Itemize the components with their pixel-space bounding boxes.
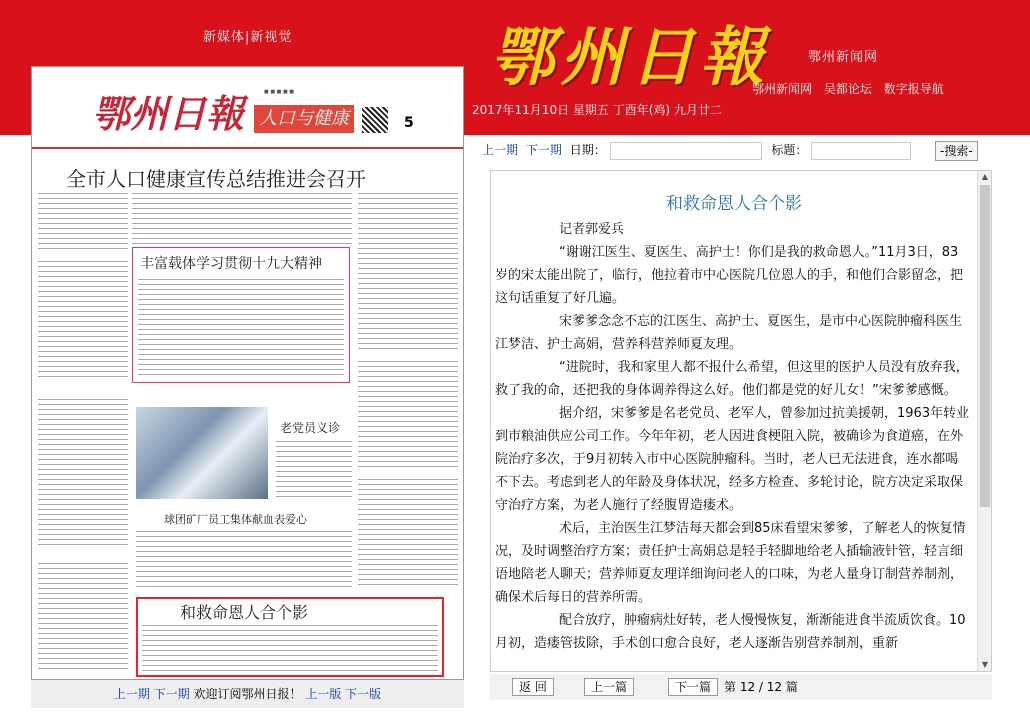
footer-prev-page[interactable]: 上一版 <box>305 687 342 701</box>
article-page-info: 第 12 / 12 篇 <box>724 680 798 694</box>
article-paragraph: 宋爹爹念念不忘的江医生、高护士、夏医生，是市中心医院肿瘤科医生江梦洁、护士高娟，营养科营养师夏友理。 <box>495 314 963 352</box>
issue-date: 2017年11月10日 星期五 丁酉年(鸡) 九月廿二 <box>472 103 722 117</box>
title-label: 标题： <box>771 143 808 157</box>
newspaper-smalltext: ■ ■ ■ ■ ■ <box>264 89 294 95</box>
column-text <box>138 277 344 377</box>
headline-blood: 球团矿厂员工集体献血表爱心 <box>164 513 307 526</box>
article-paragraph: 据介绍，宋爹爹是名老党员、老军人，曾参加过抗美援朝，1963年转业到市粮油供应公司工作。今年年初，老人因进食梗阻入院，被确诊为食道癌，在外院治疗多次，于9月初转入市中心医院肿瘤科。当时，老人已无法进食，连水都喝不下去。考虑到老人的年龄及身体状况，经多方检查、多轮讨论，院方决定采取保守治疗方案，为老人施行了经腹胃造瘘术。 <box>495 406 970 513</box>
newspaper-section-name: 人口与健康 <box>254 105 354 133</box>
column-text <box>136 529 352 591</box>
link-digital-nav[interactable]: 数字报导航 <box>883 82 944 96</box>
link-forum[interactable]: 吴都论坛 <box>823 82 872 96</box>
next-article-button[interactable]: 下一篇 <box>668 678 718 696</box>
header-tagline: 新媒体|新视觉 <box>203 30 293 45</box>
headline-veteran: 老党员义诊 <box>280 421 341 435</box>
newspaper-page-number: 5 <box>404 115 414 131</box>
article-nav-bar <box>490 674 992 700</box>
scroll-thumb[interactable] <box>980 185 990 507</box>
column-text <box>358 191 458 351</box>
newspaper-head <box>32 67 464 149</box>
left-footer-nav <box>31 680 464 708</box>
qr-code-icon <box>362 107 388 133</box>
article-paragraph: 配合放疗，肿瘤病灶好转，老人慢慢恢复，渐渐能进食半流质饮食。10月初，造瘘管拔除，手术创口愈合良好，老人逐渐告别营养制剂，重新 <box>495 613 966 651</box>
article-scrollbar[interactable] <box>977 171 991 671</box>
title-input[interactable] <box>811 142 911 160</box>
newspaper-page-image[interactable] <box>31 66 464 680</box>
footer-next-page[interactable]: 下一版 <box>345 687 382 701</box>
toolbar-next-issue[interactable]: 下一期 <box>525 143 562 157</box>
net-name[interactable]: 鄂州新闻网 <box>808 50 879 65</box>
newspaper-logo: 鄂州日報 <box>92 91 245 136</box>
footer-next-issue[interactable]: 下一期 <box>153 687 190 701</box>
column-text <box>38 259 128 379</box>
column-text <box>276 439 352 499</box>
article-paragraph: “谢谢江医生、夏医生、高护士！你们是我的救命恩人。”11月3日，83岁的宋太能出院了，临行，他拉着市中心医院几位恩人的手，和他们合影留念，把这句话重复了好几遍。 <box>495 245 964 306</box>
date-input[interactable] <box>610 142 762 160</box>
column-text <box>358 477 458 589</box>
article-body <box>495 218 971 655</box>
headline-rescue: 和救命恩人合个影 <box>180 603 309 622</box>
prev-article-button[interactable]: 上一篇 <box>584 678 634 696</box>
footer-welcome: 欢迎订阅鄂州日报！ <box>193 687 302 701</box>
footer-prev-issue[interactable]: 上一期 <box>113 687 150 701</box>
scroll-down-icon[interactable]: ▼ <box>981 660 989 669</box>
column-text <box>358 359 458 469</box>
veteran-photo[interactable] <box>136 407 268 499</box>
headline-study: 丰富载体学习贯彻十九大精神 <box>140 256 322 272</box>
masthead-logo[interactable]: 鄂州日報 <box>490 20 770 95</box>
header-links <box>752 80 952 97</box>
article-paragraph: “进院时，我和家里人都不报什么希望，但这里的医护人员没有放弃我，救了我的命，还把我的身体调养得这么好。他们都是党的好儿女！”宋爹爹感慨。 <box>495 360 969 398</box>
article-author: 记者郭爱兵 <box>559 222 625 237</box>
toolbar-prev-issue[interactable]: 上一期 <box>482 143 519 157</box>
search-toolbar <box>472 137 992 163</box>
date-label: 日期： <box>569 143 606 157</box>
headline-main[interactable]: 全市人口健康宣传总结推进会召开 <box>66 167 366 191</box>
article-paragraph: 术后，主治医生江梦洁每天都会到85床看望宋爹爹，了解老人的恢复情况，及时调整治疗方案；责任护士高娟总是轻手轻脚地给老人插输液针管，轻言细语地陪老人聊天；营养师夏友理详细询问老人的口味，为老人量身订制营养制剂，确保术后每日的营养所需。 <box>495 521 966 605</box>
column-text <box>38 191 128 251</box>
search-button[interactable]: -搜索- <box>935 141 978 161</box>
column-text <box>38 561 128 673</box>
scroll-up-icon[interactable]: ▲ <box>981 172 989 181</box>
column-text <box>132 191 352 245</box>
back-button[interactable]: 返 回 <box>512 678 554 696</box>
article-panel <box>490 170 992 672</box>
link-news-site[interactable]: 鄂州新闻网 <box>752 82 813 96</box>
column-text <box>38 397 128 547</box>
article-title: 和救命恩人合个影 <box>666 194 802 214</box>
column-text <box>142 623 438 673</box>
